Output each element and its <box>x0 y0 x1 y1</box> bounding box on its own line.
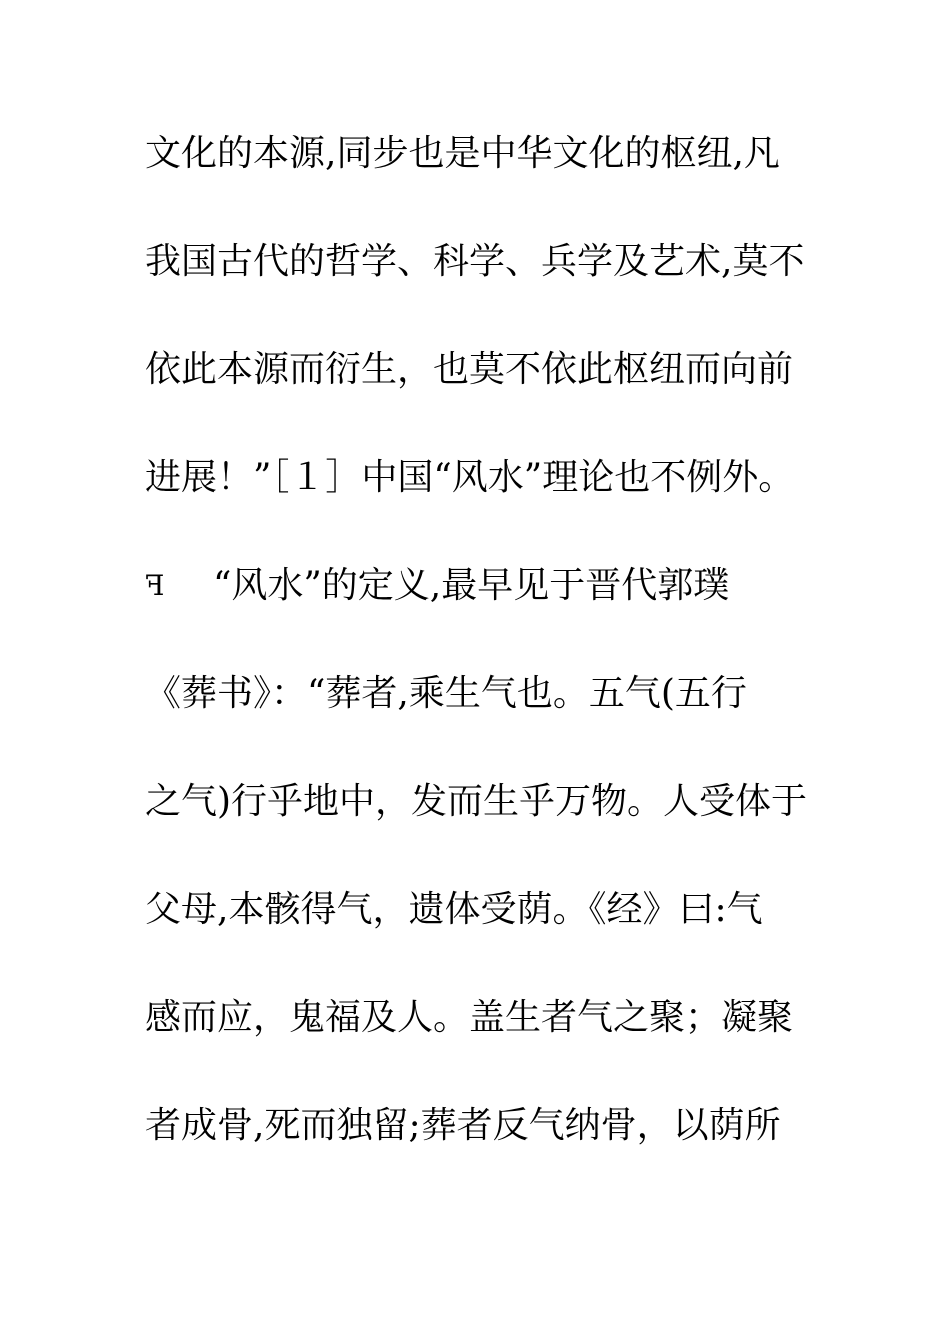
paragraph-bullet-icon: ꟻ <box>145 569 165 602</box>
paragraph-line-7: 之气)行乎地中，发而生乎万物。人受体于 <box>145 781 808 822</box>
paragraph-line-5 <box>145 564 729 608</box>
paragraph-line-6: 《葬书》：“葬者,乘生气也。五气(五行 <box>145 673 747 714</box>
paragraph-line-2: 我国古代的哲学、科学、兵学及艺术,莫不 <box>145 241 805 282</box>
paragraph-line-4: 进展！”［１］中国“风水”理论也不例外。 <box>145 457 795 498</box>
paragraph-line-10: 者成骨,死而独留;葬者反气纳骨，以荫所 <box>145 1105 781 1146</box>
paragraph-line-5-text: “风水”的定义,最早见于晋代郭璞 <box>213 565 730 606</box>
paragraph-line-9: 感而应，鬼福及人。盖生者气之聚；凝聚 <box>145 997 794 1038</box>
paragraph-line-1: 文化的本源,同步也是中华文化的枢纽,凡 <box>145 133 780 174</box>
paragraph-line-8: 父母,本骸得气，遗体受荫。《经》曰:气 <box>145 889 763 930</box>
paragraph-line-3: 依此本源而衍生，也莫不依此枢纽而向前 <box>145 349 794 390</box>
